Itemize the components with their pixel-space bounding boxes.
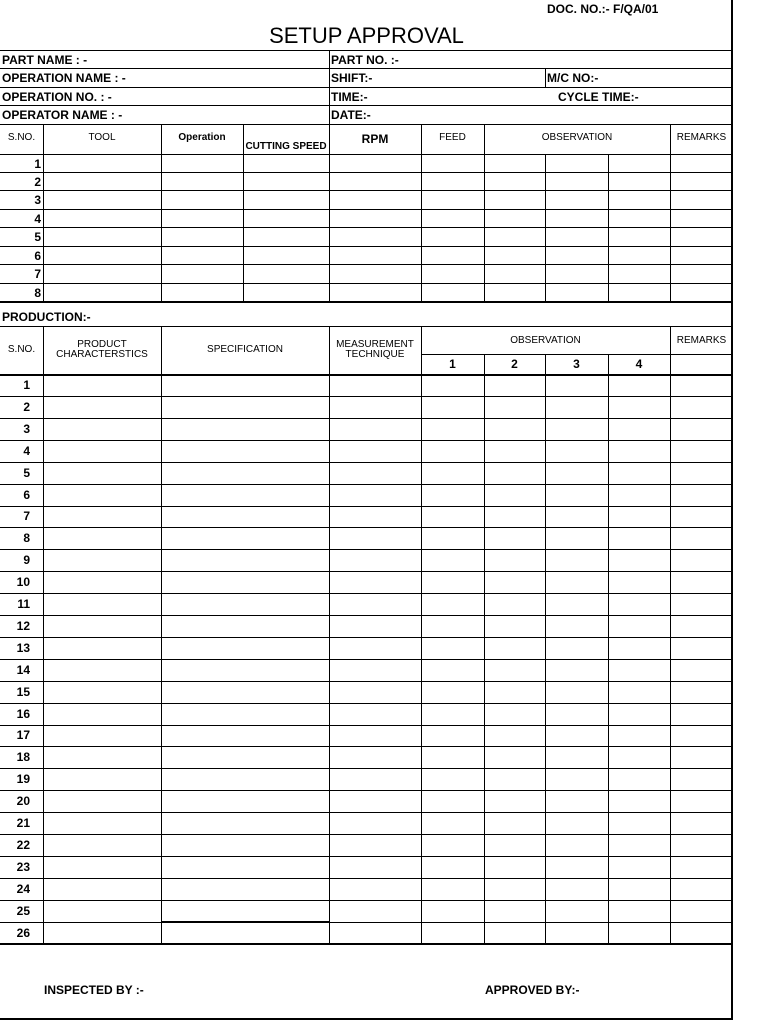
setup-row-number: 8 [34, 286, 41, 300]
setup-row-number: 7 [34, 267, 41, 281]
operation-name-label: OPERATION NAME : - [2, 71, 126, 85]
prod-header-obs-1: 1 [449, 357, 456, 371]
setup-row-number: 5 [34, 230, 41, 244]
date-label: DATE:- [331, 108, 371, 122]
approved-by-label: APPROVED BY:- [485, 983, 580, 997]
part-name-label: PART NAME : - [2, 53, 88, 67]
prod-row-number: 26 [16, 926, 30, 940]
setup-row-number: 2 [34, 175, 41, 189]
setup-row-number: 1 [34, 157, 41, 171]
prod-row-number: 10 [16, 575, 30, 589]
setup-header-sno: S.NO. [7, 132, 36, 143]
prod-row-number: 21 [16, 816, 30, 830]
prod-header-product-char-line2: CHARACTERSTICS [56, 349, 148, 360]
prod-row-number: 15 [16, 685, 30, 699]
prod-row-number: 2 [23, 400, 30, 414]
setup-header-remarks: REMARKS [676, 132, 727, 143]
prod-header-measurement-line1: MEASUREMENT [336, 339, 414, 350]
setup-header-feed: FEED [439, 132, 466, 143]
setup-row-number: 3 [34, 193, 41, 207]
setup-header-operation: Operation [178, 132, 226, 143]
form-title: SETUP APPROVAL [269, 23, 464, 48]
setup-header-rpm: RPM [361, 132, 389, 146]
prod-header-obs-4: 4 [635, 357, 643, 371]
production-label: PRODUCTION:- [2, 310, 91, 324]
setup-row-number: 4 [34, 212, 41, 226]
prod-row-number: 17 [16, 728, 30, 742]
setup-row-number: 6 [34, 249, 41, 263]
time-label: TIME:- [331, 90, 368, 104]
doc-number: DOC. NO.:- F/QA/01 [547, 2, 659, 16]
setup-header-observation: OBSERVATION [541, 132, 613, 143]
prod-row-number: 12 [16, 619, 30, 633]
prod-row-number: 5 [23, 466, 30, 480]
prod-row-number: 1 [23, 378, 30, 392]
prod-header-obs-3: 3 [573, 357, 580, 371]
inspected-by-label: INSPECTED BY :- [44, 983, 144, 997]
prod-header-measurement-line2: TECHNIQUE [345, 349, 405, 360]
prod-row-number: 14 [16, 663, 30, 677]
prod-row-number: 24 [16, 882, 30, 896]
mc-no-label: M/C NO:- [547, 71, 599, 85]
prod-header-sno: S.NO. [7, 344, 36, 355]
prod-row-number: 23 [16, 860, 30, 874]
prod-row-number: 7 [23, 509, 30, 523]
prod-row-number: 25 [16, 904, 30, 918]
prod-row-number: 19 [16, 772, 30, 786]
prod-row-number: 11 [17, 597, 30, 611]
setup-header-tool: TOOL [88, 132, 116, 143]
prod-header-product-char-line1: PRODUCT [77, 339, 127, 350]
prod-row-number: 4 [23, 444, 30, 458]
operator-name-label: OPERATOR NAME : - [2, 108, 123, 122]
setup-header-cutting-speed: CUTTING SPEED [245, 141, 327, 152]
shift-label: SHIFT:- [331, 71, 373, 85]
prod-header-obs-2: 2 [511, 357, 518, 371]
prod-row-number: 6 [23, 488, 30, 502]
prod-row-number: 22 [16, 838, 30, 852]
prod-row-number: 9 [23, 553, 30, 567]
prod-row-number: 3 [23, 422, 30, 436]
prod-header-remarks: REMARKS [676, 335, 727, 346]
operation-no-label: OPERATION NO. : - [2, 90, 112, 104]
prod-header-observation: OBSERVATION [510, 335, 581, 346]
prod-header-specification: SPECIFICATION [207, 344, 283, 355]
prod-row-number: 16 [16, 707, 30, 721]
prod-row-number: 8 [23, 531, 30, 545]
cycle-time-label: CYCLE TIME:- [558, 90, 639, 104]
prod-row-number: 18 [16, 750, 30, 764]
prod-row-number: 13 [16, 641, 30, 655]
part-no-label: PART NO. :- [331, 53, 399, 67]
prod-row-number: 20 [16, 794, 30, 808]
